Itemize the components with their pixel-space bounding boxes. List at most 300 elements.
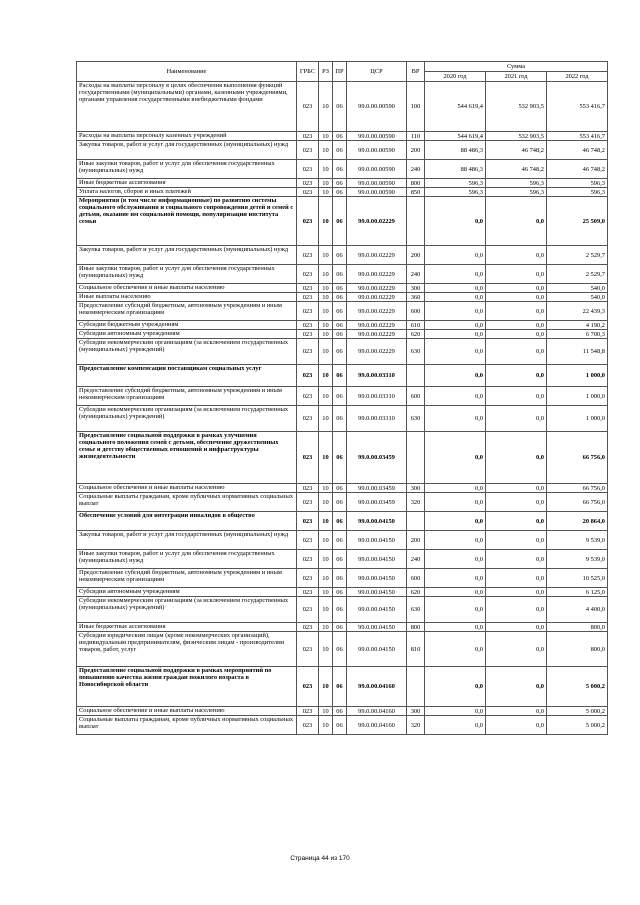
- cell-2021: 0,0: [486, 330, 547, 339]
- cell-name: Расходы на выплаты персоналу в целях обеспечения выполнения функций государственными (муниципальными) органами, казенными учреждениями, органами управления государственными внебюджетными фондами: [77, 82, 297, 132]
- cell-name: Предоставление компенсации поставщикам социальных услуг: [77, 365, 297, 387]
- cell-2020: 0,0: [425, 432, 486, 484]
- cell-2022: 6 700,3: [547, 330, 608, 339]
- cell-grbs: 023: [297, 293, 319, 302]
- table-row: [77, 550, 608, 569]
- cell-2020: 0,0: [425, 365, 486, 387]
- cell-2021: 0,0: [486, 265, 547, 284]
- cell-rz: 10: [319, 330, 333, 339]
- cell-2020: 544 619,4: [425, 132, 486, 141]
- table-row: [77, 716, 608, 735]
- cell-2022: 1 000,0: [547, 406, 608, 432]
- table-row: [77, 597, 608, 623]
- cell-grbs: 023: [297, 365, 319, 387]
- cell-vr: 620: [407, 330, 425, 339]
- cell-grbs: 023: [297, 484, 319, 493]
- table-row: [77, 569, 608, 588]
- cell-2022: 596,3: [547, 179, 608, 188]
- cell-2020: 88 486,3: [425, 141, 486, 160]
- cell-csr: 99.0.00.04160: [347, 707, 407, 716]
- cell-2020: 0,0: [425, 493, 486, 512]
- cell-csr: 99.0.00.04160: [347, 716, 407, 735]
- cell-2022: 4 190,2: [547, 321, 608, 330]
- cell-2020: 0,0: [425, 330, 486, 339]
- cell-2022: 5 000,2: [547, 707, 608, 716]
- cell-2020: 0,0: [425, 387, 486, 406]
- cell-grbs: 023: [297, 302, 319, 321]
- cell-rz: 10: [319, 339, 333, 365]
- cell-2021: 532 903,5: [486, 82, 547, 132]
- cell-grbs: 023: [297, 160, 319, 179]
- cell-2021: 532 903,5: [486, 132, 547, 141]
- cell-csr: 99.0.00.02229: [347, 302, 407, 321]
- cell-vr: [407, 432, 425, 484]
- cell-pr: 06: [333, 531, 347, 550]
- cell-vr: 630: [407, 406, 425, 432]
- cell-name: Социальные выплаты гражданам, кроме публичных нормативных социальных выплат: [77, 493, 297, 512]
- cell-vr: 810: [407, 632, 425, 667]
- cell-rz: 10: [319, 387, 333, 406]
- cell-csr: 99.0.00.04150: [347, 531, 407, 550]
- cell-name: Иные закупки товаров, работ и услуг для обеспечения государственных (муниципальных) нужд: [77, 160, 297, 179]
- budget-table: [76, 61, 608, 735]
- cell-pr: 06: [333, 179, 347, 188]
- cell-vr: 110: [407, 132, 425, 141]
- cell-csr: 99.0.00.02229: [347, 339, 407, 365]
- table-header: [77, 62, 608, 82]
- cell-2022: 10 525,0: [547, 569, 608, 588]
- cell-rz: 10: [319, 667, 333, 707]
- cell-2021: 0,0: [486, 302, 547, 321]
- cell-vr: [407, 197, 425, 246]
- cell-2021: 0,0: [486, 339, 547, 365]
- table-row: [77, 339, 608, 365]
- cell-csr: 99.0.00.02229: [347, 197, 407, 246]
- cell-grbs: 023: [297, 188, 319, 197]
- cell-2020: 0,0: [425, 321, 486, 330]
- cell-vr: 600: [407, 302, 425, 321]
- cell-csr: 99.0.00.00590: [347, 179, 407, 188]
- cell-grbs: 023: [297, 197, 319, 246]
- cell-2020: 0,0: [425, 512, 486, 531]
- cell-csr: 99.0.00.03310: [347, 365, 407, 387]
- cell-csr: 99.0.00.04150: [347, 569, 407, 588]
- cell-2021: 0,0: [486, 493, 547, 512]
- cell-grbs: 023: [297, 132, 319, 141]
- cell-pr: 06: [333, 716, 347, 735]
- cell-vr: 300: [407, 284, 425, 293]
- cell-csr: 99.0.00.03310: [347, 387, 407, 406]
- cell-2020: 0,0: [425, 531, 486, 550]
- cell-2020: 0,0: [425, 667, 486, 707]
- table-row: [77, 493, 608, 512]
- cell-2020: 0,0: [425, 484, 486, 493]
- cell-2021: 0,0: [486, 197, 547, 246]
- cell-rz: 10: [319, 707, 333, 716]
- cell-pr: 06: [333, 667, 347, 707]
- cell-grbs: 023: [297, 632, 319, 667]
- cell-pr: 06: [333, 197, 347, 246]
- cell-2022: 540,0: [547, 293, 608, 302]
- cell-vr: 630: [407, 597, 425, 623]
- cell-pr: 06: [333, 330, 347, 339]
- cell-2021: 0,0: [486, 406, 547, 432]
- cell-2022: 9 539,0: [547, 531, 608, 550]
- cell-rz: 10: [319, 493, 333, 512]
- header-year-2021: 2021 год: [486, 72, 547, 82]
- cell-csr: 99.0.00.00590: [347, 141, 407, 160]
- cell-pr: 06: [333, 302, 347, 321]
- cell-pr: 06: [333, 432, 347, 484]
- cell-2020: 544 619,4: [425, 82, 486, 132]
- cell-2022: 553 416,7: [547, 82, 608, 132]
- cell-vr: 200: [407, 141, 425, 160]
- cell-pr: 06: [333, 493, 347, 512]
- cell-csr: 99.0.00.03459: [347, 432, 407, 484]
- cell-2021: 0,0: [486, 588, 547, 597]
- cell-2021: 0,0: [486, 365, 547, 387]
- cell-2022: 1 000,0: [547, 387, 608, 406]
- cell-2021: 0,0: [486, 284, 547, 293]
- cell-pr: 06: [333, 387, 347, 406]
- cell-name: Уплата налогов, сборов и иных платежей: [77, 188, 297, 197]
- cell-name: Предоставление социальной поддержки в рамках улучшения социального положения семей с детьми, обеспечение дружественных семье и детству общественных отношений и инфраструктуры жизнедеятельности: [77, 432, 297, 484]
- header-name: Наименование: [77, 62, 297, 82]
- cell-rz: 10: [319, 716, 333, 735]
- cell-grbs: 023: [297, 265, 319, 284]
- cell-name: Социальное обеспечение и иные выплаты населению: [77, 484, 297, 493]
- cell-csr: 99.0.00.00590: [347, 82, 407, 132]
- cell-2022: 66 756,0: [547, 493, 608, 512]
- cell-2022: 1 000,0: [547, 365, 608, 387]
- cell-pr: 06: [333, 339, 347, 365]
- cell-name: Предоставление субсидий бюджетным, автономным учреждениям и иным некоммерческим организациям: [77, 302, 297, 321]
- cell-grbs: 023: [297, 667, 319, 707]
- cell-csr: 99.0.00.04150: [347, 623, 407, 632]
- cell-rz: 10: [319, 550, 333, 569]
- table-row: [77, 284, 608, 293]
- cell-csr: 99.0.00.02229: [347, 330, 407, 339]
- header-rz: РЗ: [319, 62, 333, 82]
- table-row: [77, 512, 608, 531]
- table-row: [77, 160, 608, 179]
- cell-name: Социальное обеспечение и иные выплаты населению: [77, 284, 297, 293]
- cell-2021: 0,0: [486, 632, 547, 667]
- cell-2021: 46 748,2: [486, 160, 547, 179]
- cell-2020: 0,0: [425, 707, 486, 716]
- cell-vr: [407, 512, 425, 531]
- table-row: [77, 632, 608, 667]
- cell-grbs: 023: [297, 512, 319, 531]
- cell-name: Закупка товаров, работ и услуг для государственных (муниципальных) нужд: [77, 531, 297, 550]
- cell-rz: 10: [319, 246, 333, 265]
- cell-grbs: 023: [297, 321, 319, 330]
- cell-csr: 99.0.00.02229: [347, 265, 407, 284]
- cell-2022: 22 439,3: [547, 302, 608, 321]
- header-year-2020: 2020 год: [425, 72, 486, 82]
- cell-grbs: 023: [297, 141, 319, 160]
- cell-2021: 46 748,2: [486, 141, 547, 160]
- cell-csr: 99.0.00.04150: [347, 632, 407, 667]
- table-row: [77, 484, 608, 493]
- cell-vr: 630: [407, 339, 425, 365]
- cell-grbs: 023: [297, 179, 319, 188]
- cell-rz: 10: [319, 141, 333, 160]
- cell-csr: 99.0.00.04150: [347, 512, 407, 531]
- cell-vr: 200: [407, 531, 425, 550]
- cell-name: Закупка товаров, работ и услуг для государственных (муниципальных) нужд: [77, 141, 297, 160]
- cell-2021: 596,3: [486, 188, 547, 197]
- cell-pr: 06: [333, 293, 347, 302]
- cell-rz: 10: [319, 406, 333, 432]
- cell-grbs: 023: [297, 387, 319, 406]
- cell-rz: 10: [319, 160, 333, 179]
- cell-pr: 06: [333, 365, 347, 387]
- cell-pr: 06: [333, 588, 347, 597]
- cell-grbs: 023: [297, 246, 319, 265]
- cell-name: Субсидии автономным учреждениям: [77, 330, 297, 339]
- cell-pr: 06: [333, 597, 347, 623]
- cell-pr: 06: [333, 632, 347, 667]
- cell-name: Субсидии некоммерческим организациям (за исключением государственных (муниципальных) учреждений): [77, 339, 297, 365]
- cell-vr: 610: [407, 321, 425, 330]
- table-row: [77, 197, 608, 246]
- cell-name: Расходы на выплаты персоналу казенных учреждений: [77, 132, 297, 141]
- cell-name: Иные закупки товаров, работ и услуг для обеспечения государственных (муниципальных) нужд: [77, 265, 297, 284]
- cell-name: Субсидии некоммерческим организациям (за исключением государственных (муниципальных) учреждений): [77, 597, 297, 623]
- cell-rz: 10: [319, 265, 333, 284]
- table-row: [77, 265, 608, 284]
- cell-csr: 99.0.00.04150: [347, 597, 407, 623]
- table-row: [77, 132, 608, 141]
- cell-2022: 5 000,2: [547, 667, 608, 707]
- cell-rz: 10: [319, 132, 333, 141]
- cell-vr: [407, 365, 425, 387]
- cell-name: Иные бюджетные ассигнования: [77, 179, 297, 188]
- table-row: [77, 623, 608, 632]
- cell-vr: 800: [407, 623, 425, 632]
- table-row: [77, 330, 608, 339]
- cell-pr: 06: [333, 512, 347, 531]
- cell-2020: 0,0: [425, 302, 486, 321]
- cell-2020: 0,0: [425, 246, 486, 265]
- table-row: [77, 293, 608, 302]
- cell-vr: 360: [407, 293, 425, 302]
- table-row: [77, 302, 608, 321]
- cell-2021: 0,0: [486, 432, 547, 484]
- cell-csr: 99.0.00.03459: [347, 484, 407, 493]
- cell-rz: 10: [319, 365, 333, 387]
- cell-2020: 0,0: [425, 265, 486, 284]
- cell-rz: 10: [319, 569, 333, 588]
- page-number: Страница 44 из 170: [290, 855, 350, 862]
- cell-pr: 06: [333, 188, 347, 197]
- cell-name: Предоставление субсидий бюджетным, автономным учреждениям и иным некоммерческим организациям: [77, 387, 297, 406]
- cell-2020: 0,0: [425, 293, 486, 302]
- cell-grbs: 023: [297, 531, 319, 550]
- cell-rz: 10: [319, 197, 333, 246]
- cell-2020: 0,0: [425, 569, 486, 588]
- cell-vr: 850: [407, 188, 425, 197]
- cell-rz: 10: [319, 179, 333, 188]
- cell-2022: 11 548,8: [547, 339, 608, 365]
- cell-rz: 10: [319, 321, 333, 330]
- budget-table-page: [76, 61, 607, 735]
- cell-2021: 0,0: [486, 484, 547, 493]
- cell-rz: 10: [319, 632, 333, 667]
- cell-grbs: 023: [297, 432, 319, 484]
- cell-vr: [407, 667, 425, 707]
- cell-csr: 99.0.00.02229: [347, 284, 407, 293]
- cell-pr: 06: [333, 160, 347, 179]
- cell-vr: 200: [407, 246, 425, 265]
- cell-2021: 0,0: [486, 512, 547, 531]
- cell-2022: 46 748,2: [547, 141, 608, 160]
- cell-2020: 0,0: [425, 550, 486, 569]
- cell-2020: 0,0: [425, 588, 486, 597]
- cell-rz: 10: [319, 82, 333, 132]
- cell-grbs: 023: [297, 82, 319, 132]
- cell-csr: 99.0.00.02229: [347, 321, 407, 330]
- cell-vr: 100: [407, 82, 425, 132]
- cell-name: Иные выплаты населению: [77, 293, 297, 302]
- header-csr: ЦСР: [347, 62, 407, 82]
- cell-2020: 0,0: [425, 623, 486, 632]
- cell-2021: 0,0: [486, 321, 547, 330]
- cell-2022: 2 529,7: [547, 265, 608, 284]
- cell-rz: 10: [319, 531, 333, 550]
- cell-2021: 0,0: [486, 246, 547, 265]
- table-row: [77, 588, 608, 597]
- cell-rz: 10: [319, 302, 333, 321]
- cell-2020: 0,0: [425, 284, 486, 293]
- cell-pr: 06: [333, 484, 347, 493]
- cell-rz: 10: [319, 188, 333, 197]
- cell-2020: 0,0: [425, 406, 486, 432]
- cell-rz: 10: [319, 623, 333, 632]
- cell-grbs: 023: [297, 339, 319, 365]
- table-row: [77, 387, 608, 406]
- cell-vr: 240: [407, 265, 425, 284]
- cell-vr: 320: [407, 716, 425, 735]
- cell-pr: 06: [333, 623, 347, 632]
- cell-2021: 0,0: [486, 387, 547, 406]
- table-row: [77, 141, 608, 160]
- cell-2022: 20 864,0: [547, 512, 608, 531]
- header-sum: Сумма: [425, 62, 608, 72]
- cell-2020: 0,0: [425, 632, 486, 667]
- cell-pr: 06: [333, 569, 347, 588]
- table-row: [77, 707, 608, 716]
- cell-name: Предоставление социальной поддержки в рамках мероприятий по повышению качества жизни граждан пожилого возраста в Новосибирской области: [77, 667, 297, 707]
- cell-2021: 0,0: [486, 550, 547, 569]
- cell-pr: 06: [333, 284, 347, 293]
- cell-2020: 88 486,3: [425, 160, 486, 179]
- cell-2021: 596,3: [486, 179, 547, 188]
- cell-name: Социальное обеспечение и иные выплаты населению: [77, 707, 297, 716]
- cell-2021: 0,0: [486, 623, 547, 632]
- cell-csr: 99.0.00.00590: [347, 188, 407, 197]
- cell-2021: 0,0: [486, 667, 547, 707]
- cell-csr: 99.0.00.04150: [347, 550, 407, 569]
- cell-2022: 2 529,7: [547, 246, 608, 265]
- cell-name: Закупка товаров, работ и услуг для государственных (муниципальных) нужд: [77, 246, 297, 265]
- cell-vr: 240: [407, 160, 425, 179]
- cell-rz: 10: [319, 432, 333, 484]
- cell-2022: 46 748,2: [547, 160, 608, 179]
- cell-vr: 300: [407, 484, 425, 493]
- table-row: [77, 531, 608, 550]
- cell-rz: 10: [319, 512, 333, 531]
- cell-2021: 0,0: [486, 707, 547, 716]
- cell-pr: 06: [333, 82, 347, 132]
- cell-grbs: 023: [297, 623, 319, 632]
- table-row: [77, 365, 608, 387]
- cell-2022: 25 509,0: [547, 197, 608, 246]
- cell-2020: 596,3: [425, 188, 486, 197]
- header-grbs: ГРБС: [297, 62, 319, 82]
- cell-2022: 800,0: [547, 632, 608, 667]
- cell-vr: 800: [407, 179, 425, 188]
- cell-rz: 10: [319, 284, 333, 293]
- cell-csr: 99.0.00.03459: [347, 493, 407, 512]
- cell-pr: 06: [333, 132, 347, 141]
- table-row: [77, 188, 608, 197]
- cell-2021: 0,0: [486, 597, 547, 623]
- cell-name: Предоставление субсидий бюджетным, автономным учреждениям и иным некоммерческим организациям: [77, 569, 297, 588]
- cell-name: Субсидии некоммерческим организациям (за исключением государственных (муниципальных) учреждений): [77, 406, 297, 432]
- cell-vr: 620: [407, 588, 425, 597]
- cell-rz: 10: [319, 597, 333, 623]
- cell-csr: 99.0.00.00590: [347, 160, 407, 179]
- cell-csr: 99.0.00.04150: [347, 588, 407, 597]
- cell-vr: 600: [407, 569, 425, 588]
- table-row: [77, 432, 608, 484]
- cell-pr: 06: [333, 246, 347, 265]
- cell-grbs: 023: [297, 330, 319, 339]
- header-vr: ВР: [407, 62, 425, 82]
- cell-csr: 99.0.00.02229: [347, 246, 407, 265]
- cell-2022: 5 000,2: [547, 716, 608, 735]
- cell-name: Обеспечение условий для интеграции инвалидов в общество: [77, 512, 297, 531]
- cell-rz: 10: [319, 588, 333, 597]
- cell-2022: 800,0: [547, 623, 608, 632]
- cell-csr: 99.0.00.00590: [347, 132, 407, 141]
- table-row: [77, 179, 608, 188]
- cell-grbs: 023: [297, 597, 319, 623]
- cell-2022: 596,3: [547, 188, 608, 197]
- table-row: [77, 667, 608, 707]
- table-row: [77, 406, 608, 432]
- cell-2020: 0,0: [425, 716, 486, 735]
- cell-2022: 66 756,0: [547, 432, 608, 484]
- cell-pr: 06: [333, 406, 347, 432]
- cell-name: Иные бюджетные ассигнования: [77, 623, 297, 632]
- cell-2021: 0,0: [486, 531, 547, 550]
- table-row: [77, 321, 608, 330]
- cell-rz: 10: [319, 484, 333, 493]
- cell-grbs: 023: [297, 284, 319, 293]
- cell-pr: 06: [333, 550, 347, 569]
- cell-2021: 0,0: [486, 293, 547, 302]
- cell-pr: 06: [333, 321, 347, 330]
- cell-2022: 553 416,7: [547, 132, 608, 141]
- cell-2020: 596,3: [425, 179, 486, 188]
- cell-2020: 0,0: [425, 197, 486, 246]
- cell-vr: 300: [407, 707, 425, 716]
- header-pr: ПР: [333, 62, 347, 82]
- cell-name: Субсидии юридическим лицам (кроме некоммерческих организаций), индивидуальным предпринимателям, физическим лицам - производителям товаров, работ, услуг: [77, 632, 297, 667]
